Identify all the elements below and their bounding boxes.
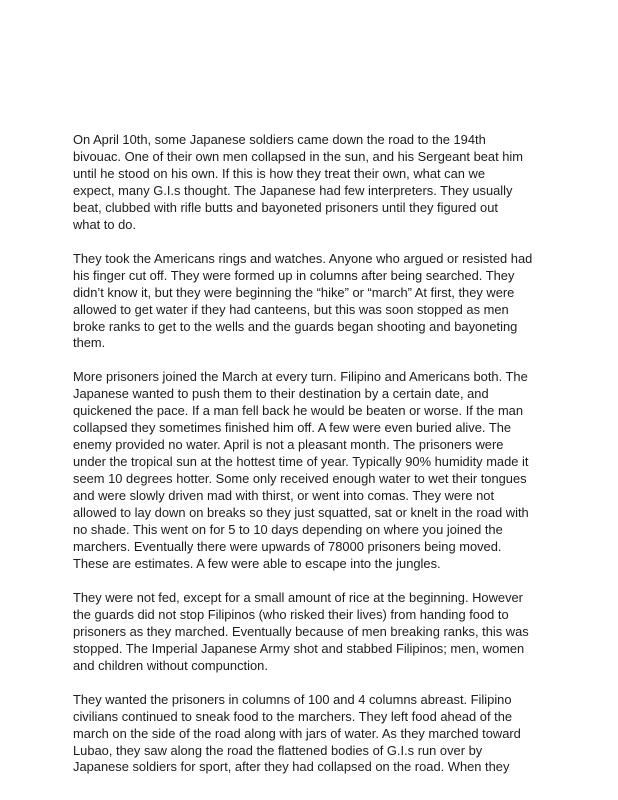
paragraph-5: They wanted the prisoners in columns of 100 and 4 columns abreast. Filipino civilians continued to sneak food to the marchers. They left food ahead of the march on the side of the road along with jars of water. As they marched toward Lubao, they saw along the road the flattened bodies of G.I.s run over by Japanese soldiers for sport, after they had collapsed on the road. When they bbox=[73, 691, 521, 775]
paragraph-3: More prisoners joined the March at every turn. Filipino and Americans both. The Japanese wanted to push them to their destination by a certain date, and quickened the pace. If a man fell back he would be beaten or worse. If the man collapsed they sometimes finished him off. A few were even buried alive. The enemy provided no water. April is not a pleasant month. The prisoners were under the tropical sun at the hottest time of year. Typically 90% humidity made it seem 10 degrees hotter. Some only received enough water to wet their tongues and were slowly driven mad with thirst, or went into comas. They were not allowed to lay down on breaks so they just squatted, sat or knelt in the road with no shade. This went on for 5 to 10 days depending on where you joined the marchers. Eventually there were upwards of 78000 prisoners being moved. These are estimates. A few were able to escape into the jungles. bbox=[73, 369, 529, 571]
paragraph-2: They took the Americans rings and watches. Anyone who argued or resisted had his finger cut off. They were formed up in columns after being searched. They didn’t know it, but they were beginning the “hike” or “march” At first, they were allowed to get water if they had canteens, but this was soon stopped as men broke ranks to get to the wells and the guards began shooting and bayoneting them. bbox=[73, 250, 533, 351]
body-text bbox=[73, 132, 553, 793]
paragraph-1: On April 10th, some Japanese soldiers came down the road to the 194th bivouac. One of their own men collapsed in the sun, and his Sergeant beat him until he stood on his own. If this is how they treat their own, what can we expect, many G.I.s thought. The Japanese had few interpreters. They usually beat, clubbed with rifle butts and bayoneted prisoners until they figured out what to do. bbox=[73, 132, 524, 232]
paragraph-4: They were not fed, except for a small amount of rice at the beginning. However the guards did not stop Filipinos (who risked their lives) from handing food to prisoners as they marched. Eventually because of men breaking ranks, this was stopped. The Imperial Japanese Army shot and stabbed Filipinos; men, women and children without compunction. bbox=[73, 589, 529, 673]
